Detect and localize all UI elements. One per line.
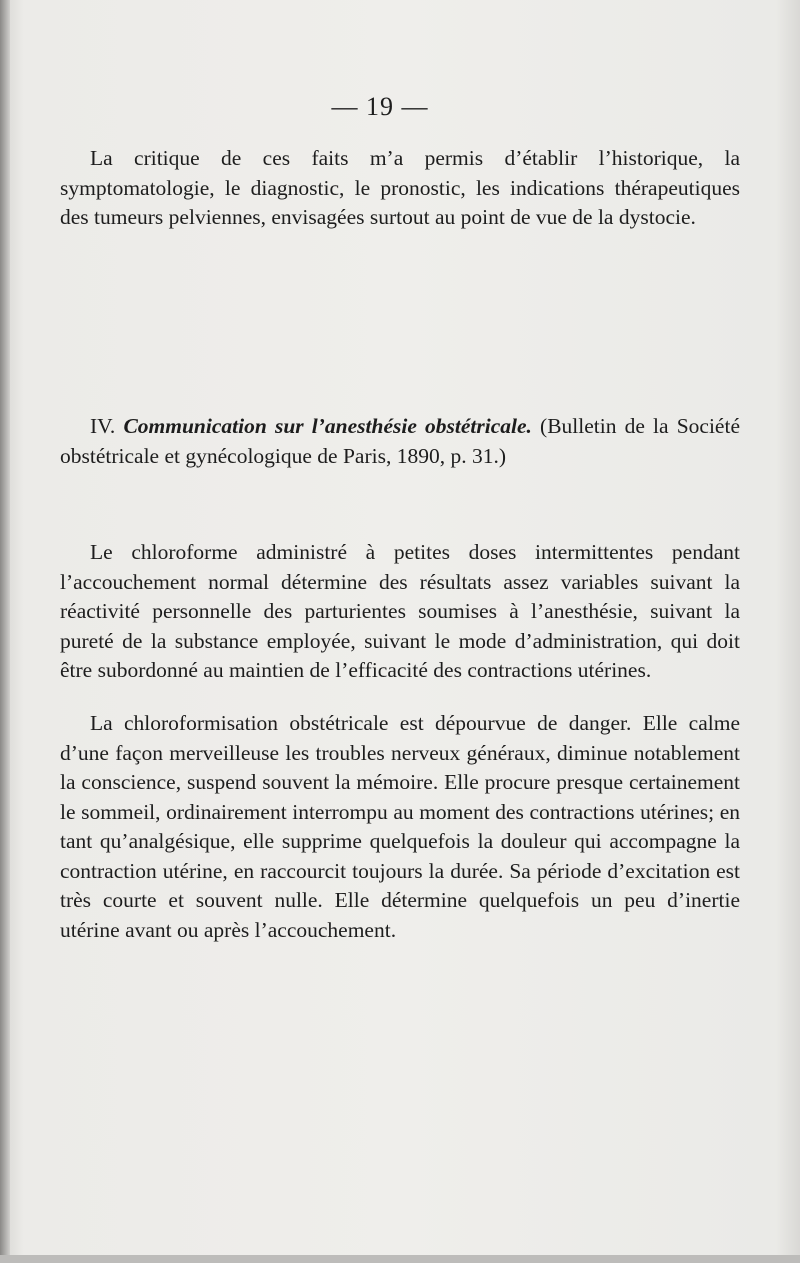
paragraph-text: La chloroformisation obstétricale est dépourvue de danger. Elle calme d’une façon merveilleuse les troubles nerveux généraux, diminue notablement la conscience, suspend souvent la mémoire. Elle procure presque certainement le sommeil, ordinairement interrompu au moment des contractions utérines; en tant qu’analgésique, elle supprime quelquefois la douleur qui accompagne la contraction utérine, en raccourcit toujours la durée. Sa période d’excitation est très courte et souvent nulle. Elle détermine quelquefois un peu d’inertie utérine avant ou après l’accouchement. xyxy=(60,711,740,942)
paragraph-chloroformisation xyxy=(60,709,740,945)
paragraph-text: Le chloroforme administré à petites doses intermittentes pendant l’accouchement normal détermine des résultats assez variables suivant la réactivité personnelle des parturientes soumises à l’anesthésie, suivant la pureté de la substance employée, suivant le mode d’administration, qui doit être subordonné au maintien de l’efficacité des contractions utérines. xyxy=(60,540,740,682)
reference-text xyxy=(60,412,740,471)
paragraph-chloroforme xyxy=(60,538,740,686)
page-bottom-edge xyxy=(0,1255,800,1263)
reference-entry xyxy=(60,412,740,471)
reference-title: Communication sur l’anesthésie obstétricale. xyxy=(123,414,532,438)
page-edge-shadow xyxy=(0,0,10,1263)
reference-citation: (Bulletin de la Société obstétricale et gynécologique de Paris, 1890, p. 31.) xyxy=(60,414,740,468)
reference-label: IV. xyxy=(90,414,116,438)
paragraph-historique xyxy=(60,144,740,233)
page-number: — 19 — xyxy=(331,92,429,121)
paragraph-text: La critique de ces faits m’a permis d’établir l’historique, la symptomatologie, le diagnostic, le pronostic, les indications thérapeutiques des tumeurs pelviennes, envisagées surtout au point de vue de la dystocie. xyxy=(60,146,740,229)
